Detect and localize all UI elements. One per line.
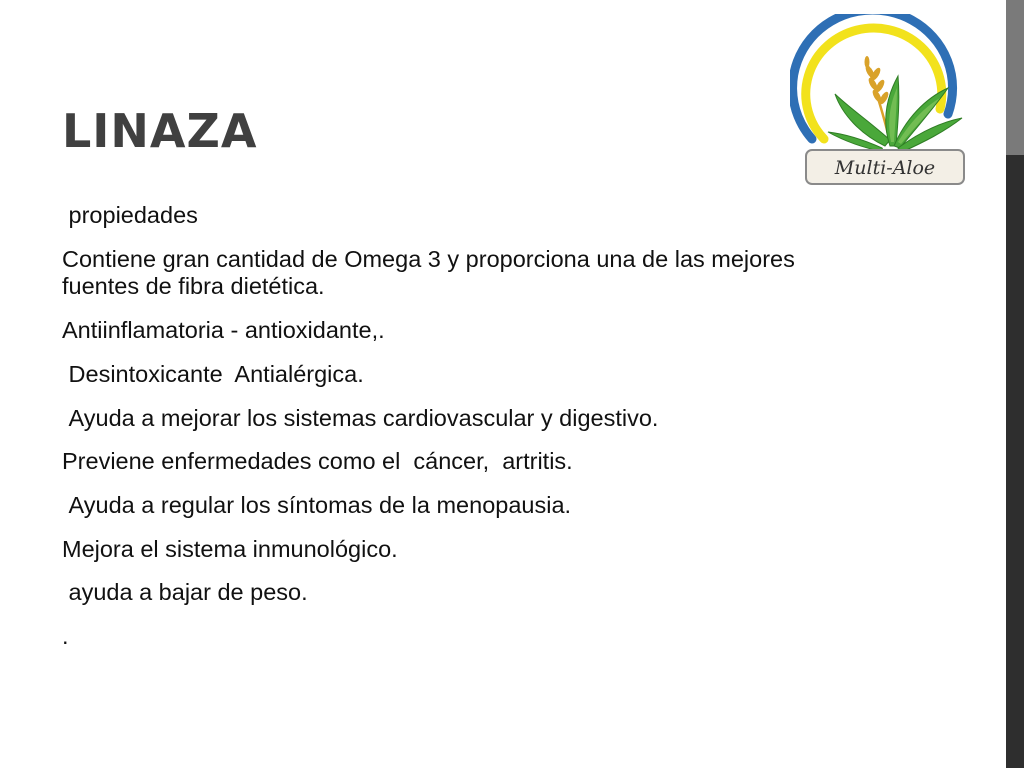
body-paragraph: .	[62, 623, 69, 650]
body-paragraph: Ayuda a regular los síntomas de la menopausia.	[62, 492, 572, 519]
body-paragraph: Mejora el sistema inmunológico.	[62, 535, 398, 562]
slide-title: LINAZA	[62, 104, 258, 158]
aloe-plant-logo-icon	[790, 14, 980, 192]
side-accent-bar	[1006, 0, 1024, 768]
body-paragraph: Antiinflamatoria - antioxidante,.	[62, 317, 385, 344]
body-paragraph: propiedades	[62, 202, 198, 228]
body-paragraph: Ayuda a mejorar los sistemas cardiovascular y digestivo.	[62, 404, 659, 431]
slide-body	[62, 202, 842, 667]
body-paragraph: Desintoxicante Antialérgica.	[62, 360, 364, 387]
body-paragraph: ayuda a bajar de peso.	[62, 579, 308, 606]
side-accent-bar-lower	[1006, 155, 1024, 768]
body-paragraph: Previene enfermedades como el cáncer, artritis.	[62, 448, 573, 475]
side-accent-bar-upper	[1006, 0, 1024, 155]
logo-text: Multi-Aloe	[834, 157, 936, 179]
body-paragraph: Contiene gran cantidad de Omega 3 y proporciona una de las mejores fuentes de fibra dietética.	[62, 245, 802, 300]
